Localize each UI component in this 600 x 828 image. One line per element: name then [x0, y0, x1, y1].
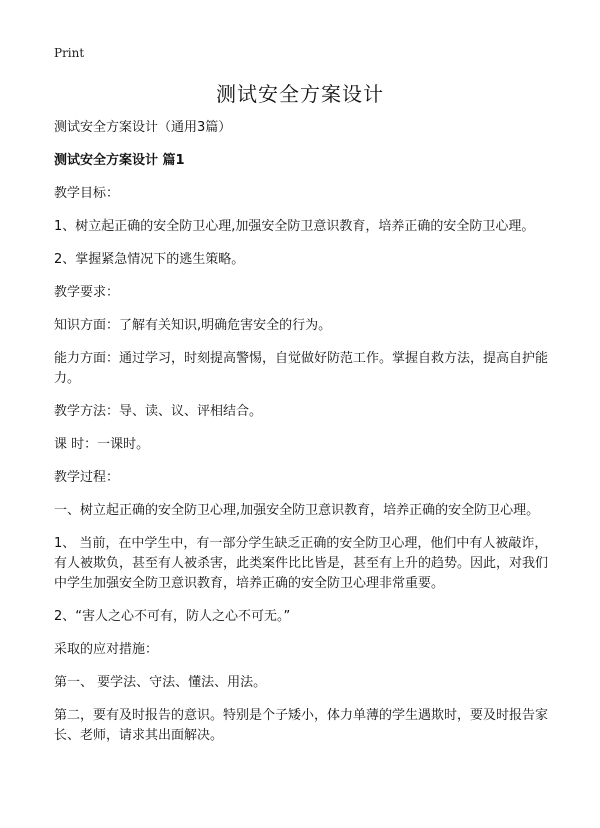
page-title: 测试安全方案设计: [216, 82, 384, 106]
paragraph-class-hours: 课 时：一课时。: [54, 437, 150, 452]
document-subtitle: 测试安全方案设计（通用3篇）: [54, 120, 232, 135]
paragraph-process-1: 一、树立起正确的安全防卫心理,加强安全防卫意识教育，培养正确的安全防卫心理。: [54, 503, 540, 518]
paragraph-goal-1: 1、树立起正确的安全防卫心理,加强安全防卫意识教育，培养正确的安全防卫心理。: [54, 219, 535, 234]
document-body: [54, 118, 554, 759]
paragraph-measures: 采取的应对措施：: [54, 642, 159, 657]
paragraph-measure-2: 第二，要有及时报告的意识。特别是个子矮小，体力单薄的学生遇欺时，要及时报告家长、老师，请求其出面解决。: [54, 708, 549, 743]
paragraph-knowledge: 知识方面：了解有关知识,明确危害安全的行为。: [54, 318, 332, 333]
paragraph-goal-2: 2、掌握紧急情况下的逃生策略。: [54, 252, 245, 267]
paragraph-teaching-requirements: 教学要求：: [54, 285, 120, 300]
paragraph-proverb: 2、“害人之心不可有，防人之心不可无。”: [54, 609, 291, 624]
paragraph-ability: 能力方面：通过学习，时刻提高警惕，自觉做好防范工作。掌握自救方法，提高自护能力。: [54, 351, 549, 386]
section-heading: 测试安全方案设计 篇1: [54, 153, 185, 168]
print-label: Print: [54, 46, 85, 60]
paragraph-teaching-goals: 教学目标：: [54, 186, 120, 201]
paragraph-teaching-method: 教学方法：导、读、议、评相结合。: [54, 404, 263, 419]
paragraph-current-situation: 1、 当前，在中学生中，有一部分学生缺乏正确的安全防卫心理，他们中有人被敲诈，有人被欺负，甚至有人被杀害，此类案件比比皆是，甚至有上升的趋势。因此，对我们中学生加强安全防卫意识教育，培养正确的安全防卫心理非常重要。: [54, 536, 549, 591]
paragraph-teaching-process: 教学过程：: [54, 470, 120, 485]
paragraph-measure-1: 第一、 要学法、守法、懂法、用法。: [54, 675, 267, 690]
